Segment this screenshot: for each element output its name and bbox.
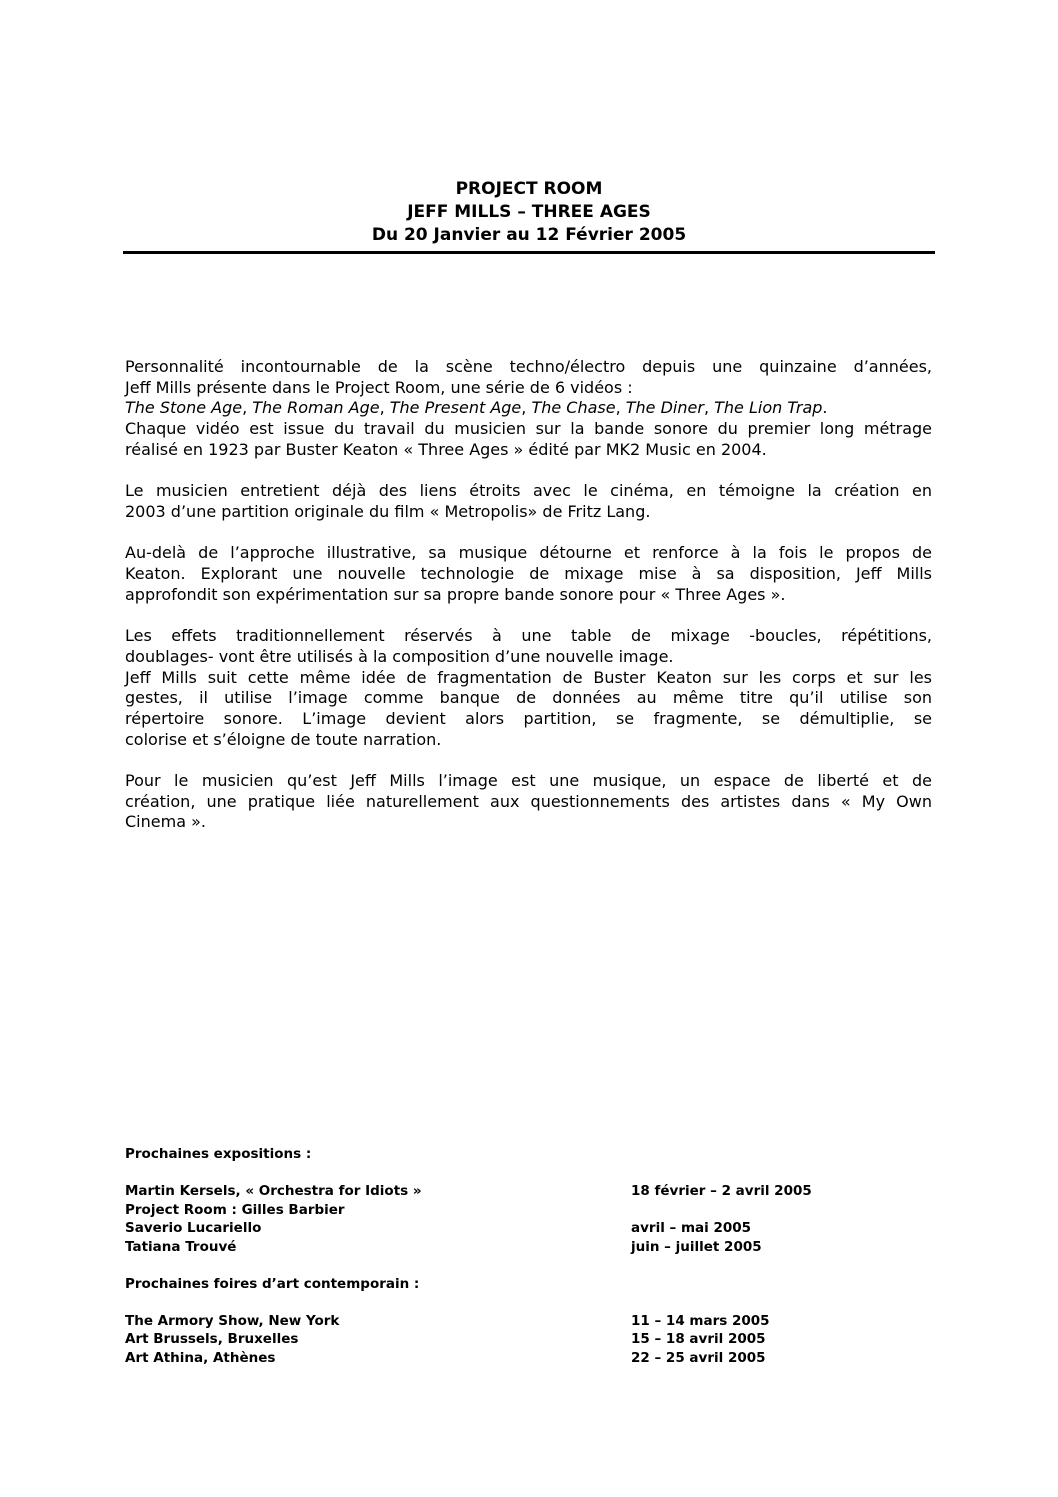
video-title: The Diner <box>625 398 704 418</box>
list-item <box>125 1349 935 1368</box>
fair-name: Art Brussels, Bruxelles <box>125 1331 299 1347</box>
list-item <box>125 1312 935 1331</box>
paragraph-approach <box>125 543 932 605</box>
list-item <box>125 1182 935 1201</box>
text-line: Jeff Mills présente dans le Project Room, une série de 6 vidéos : <box>125 377 633 397</box>
text-line: Keaton. Explorant une nouvelle technologie de mixage mise à sa disposition, Jeff Mills <box>125 564 932 583</box>
fair-date: 11 – 14 mars 2005 <box>631 1312 770 1329</box>
exhibition-date: avril – mai 2005 <box>631 1220 752 1236</box>
text-line: création, une pratique liée naturellement aux questionnements des artistes dans « My Own <box>125 791 932 811</box>
separator: , <box>521 398 532 418</box>
text-line: répertoire sonore. L’image devient alors partition, se fragmente, se démultiplie, se <box>125 708 932 728</box>
video-title: The Stone Age <box>125 398 243 418</box>
upcoming-schedule <box>125 1145 935 1367</box>
video-title: The Chase <box>531 398 616 418</box>
paragraph-conclusion <box>125 771 932 833</box>
upcoming-exhibitions-title: Prochaines expositions : <box>125 1146 312 1162</box>
header-rule <box>123 251 935 254</box>
upcoming-fairs-title: Prochaines foires d’art contemporain : <box>125 1275 420 1292</box>
fair-date: 15 – 18 avril 2005 <box>631 1331 766 1347</box>
header-exhibition-title: JEFF MILLS – THREE AGES <box>407 202 651 222</box>
paragraph-effects <box>125 626 932 750</box>
text-line: Le musicien entretient déjà des liens étroits avec le cinéma, en témoigne la création en <box>125 481 932 501</box>
video-title: The Present Age <box>389 398 522 418</box>
exhibition-date: juin – juillet 2005 <box>631 1238 762 1255</box>
separator: , <box>615 398 626 418</box>
video-title: The Lion Trap <box>714 398 823 418</box>
text-line: Chaque vidéo est issue du travail du musicien sur la bande sonore du premier long métrage <box>125 419 932 439</box>
video-title: The Roman Age <box>252 398 380 418</box>
press-text <box>125 357 932 854</box>
fair-name: The Armory Show, New York <box>125 1312 340 1329</box>
separator: , <box>379 398 390 418</box>
exhibition-name: Saverio Lucariello <box>125 1220 262 1236</box>
fair-date: 22 – 25 avril 2005 <box>631 1349 766 1366</box>
paragraph-intro <box>125 357 932 461</box>
list-item <box>125 1219 935 1238</box>
text-line: réalisé en 1923 par Buster Keaton « Three Ages » édité par MK2 Music en 2004. <box>125 439 767 459</box>
exhibition-name: Tatiana Trouvé <box>125 1238 237 1255</box>
text-line: 2003 d’une partition originale du film « Metropolis» de Fritz Lang. <box>125 501 651 521</box>
separator: , <box>242 398 253 418</box>
text-line: Personnalité incontournable de la scène techno/électro depuis une quinzaine d’années, <box>125 357 932 376</box>
paragraph-cinema <box>125 481 932 522</box>
text-line: colorise et s’éloigne de toute narration. <box>125 729 442 749</box>
text-line: Cinema ». <box>125 812 206 832</box>
exhibition-name: Martin Kersels, « Orchestra for Idiots » <box>125 1183 422 1199</box>
list-item <box>125 1330 935 1349</box>
exhibition-date: 18 février – 2 avril 2005 <box>631 1183 812 1199</box>
video-list <box>125 398 932 419</box>
header-project-room: PROJECT ROOM <box>455 179 603 199</box>
fair-name: Art Athina, Athènes <box>125 1349 276 1366</box>
list-item <box>125 1238 935 1257</box>
text-line: Pour le musicien qu’est Jeff Mills l’image est une musique, un espace de liberté et de <box>125 771 932 790</box>
text-line: Les effets traditionnellement réservés à une table de mixage -boucles, répétitions, <box>125 626 932 646</box>
exhibition-name: Project Room : Gilles Barbier <box>125 1201 345 1218</box>
text-line: Au-delà de l’approche illustrative, sa musique détourne et renforce à la fois le propos de <box>125 543 932 563</box>
document-header <box>123 178 935 247</box>
text-line: doublages- vont être utilisés à la composition d’une nouvelle image. <box>125 646 674 666</box>
text-line: Jeff Mills suit cette même idée de fragmentation de Buster Keaton sur les corps et sur les <box>125 667 932 687</box>
header-dates: Du 20 Janvier au 12 Février 2005 <box>371 225 687 245</box>
separator: , <box>703 398 715 418</box>
text-line: gestes, il utilise l’image comme banque de données au même titre qu’il utilise son <box>125 688 932 708</box>
list-item <box>125 1201 935 1220</box>
separator: . <box>822 398 828 418</box>
text-line: approfondit son expérimentation sur sa propre bande sonore pour « Three Ages ». <box>125 584 786 604</box>
